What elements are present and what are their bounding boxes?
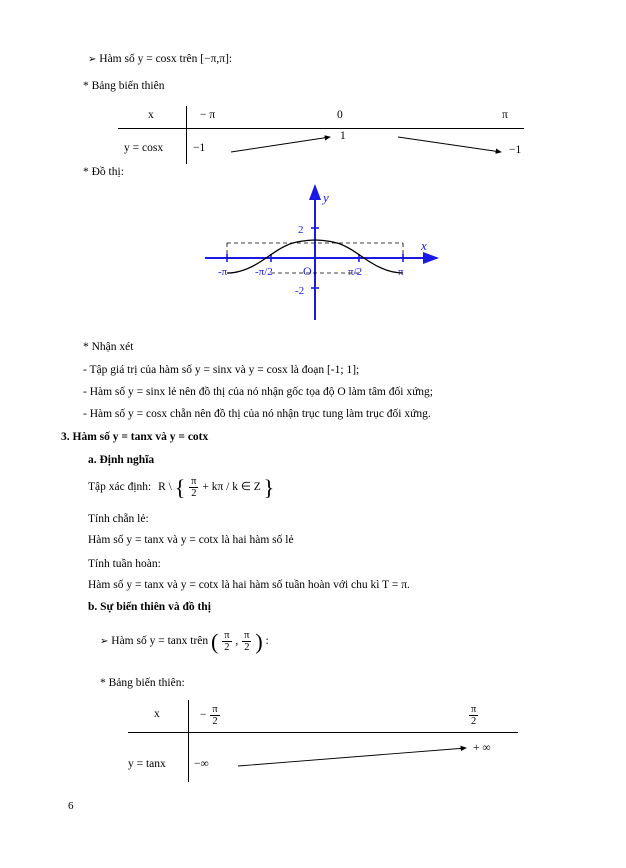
svg-text:-π/2: -π/2 xyxy=(255,266,273,278)
subheading-bang-bien-thien-cos: * Bảng biến thiên xyxy=(83,80,165,92)
nhan-xet-title: * Nhận xét xyxy=(83,341,134,353)
tan-interval-fraction-right xyxy=(242,630,251,653)
fraction-denominator: 2 xyxy=(212,716,218,728)
heading-cos-text: Hàm số y = cosx trên [−π,π]: xyxy=(99,53,233,65)
tinh-chan-le-label: Tính chẵn lẻ: xyxy=(88,513,149,525)
table2-cell-y-left: −∞ xyxy=(194,758,209,770)
page-number: 6 xyxy=(68,800,74,812)
heading-cos xyxy=(88,52,232,67)
subheading-do-thi-cos: * Đồ thị: xyxy=(83,166,124,178)
x-left-sign: − xyxy=(200,709,207,722)
fraction-denominator: 2 xyxy=(471,716,477,728)
table-cell-x-0: − π xyxy=(200,109,216,121)
fraction-numerator: π xyxy=(471,704,477,715)
table2-cell-y-label: y = tanx xyxy=(128,758,166,770)
table-bien-thien-cos xyxy=(118,106,524,164)
heading-section-3: 3. Hàm số y = tanx và y = cotx xyxy=(61,431,209,443)
graph-svg xyxy=(185,180,445,325)
svg-text:-2: -2 xyxy=(295,285,305,297)
fraction-numerator: π xyxy=(224,630,230,641)
left-paren: ( xyxy=(211,628,219,654)
tap-xac-dinh-line xyxy=(88,476,274,499)
tinh-chan-le-text: Hàm số y = tanx và y = cotx là hai hàm số lẻ xyxy=(88,534,294,546)
tinh-tuan-hoan-text: Hàm số y = tanx và y = cotx là hai hàm số tuần hoàn với chu kì T = π. xyxy=(88,579,410,591)
fraction-numerator: π xyxy=(244,630,250,641)
tap-xac-dinh-rest: + kπ / k ∈ Z xyxy=(202,481,261,494)
svg-text:x: x xyxy=(421,238,427,253)
heading-3b-su-bien-thien: b. Sự biến thiên và đồ thị xyxy=(88,601,211,613)
table-cell-x-1: 0 xyxy=(337,109,343,121)
table2-cell-x-label: x xyxy=(154,708,160,720)
table-cell-x-label: x xyxy=(148,109,154,121)
tan-interval-fraction-left xyxy=(222,630,231,653)
svg-text:π: π xyxy=(398,266,404,278)
svg-text:π/2: π/2 xyxy=(348,266,363,278)
fraction-denominator: 2 xyxy=(244,642,250,654)
tinh-tuan-hoan-label: Tính tuần hoàn: xyxy=(88,558,161,570)
fraction-denominator: 2 xyxy=(191,488,197,500)
table-cell-x-2: π xyxy=(502,109,508,121)
heading-tan-suffix: : xyxy=(265,635,269,648)
svg-text:-π: -π xyxy=(218,266,228,278)
nhan-xet-item-2: - Hàm số y = cosx chẵn nên đồ thị của nó nhận trục tung làm trục đối xứng. xyxy=(83,408,431,420)
table-arrows xyxy=(118,106,524,164)
subheading-bang-bien-thien-tan: * Bảng biến thiên: xyxy=(100,677,185,689)
table-cell-y-0: −1 xyxy=(193,142,206,154)
tap-xac-dinh-fraction xyxy=(189,476,198,499)
left-brace: { xyxy=(174,474,186,500)
nhan-xet-item-0: - Tập giá trị của hàm số y = sinx và y = cosx là đoạn [-1; 1]; xyxy=(83,364,360,376)
nhan-xet-item-1: - Hàm số y = sinx lẻ nên đồ thị của nó nhận gốc tọa độ O làm tâm đối xứng; xyxy=(83,386,433,398)
svg-text:y: y xyxy=(323,190,329,205)
graph-cos xyxy=(185,180,445,325)
table-cell-y-1: 1 xyxy=(340,130,346,142)
tap-xac-dinh-set-open: R \ xyxy=(158,481,172,494)
svg-text:O: O xyxy=(303,264,312,278)
fraction-numerator: π xyxy=(191,476,197,487)
tap-xac-dinh-label: Tập xác định: xyxy=(88,481,152,494)
bullet-arrow-icon: ➢ xyxy=(88,54,97,65)
table2-arrow xyxy=(128,700,518,782)
fraction-numerator: π xyxy=(212,704,218,715)
heading-tan-prefix: Hàm số y = tanx trên xyxy=(111,635,209,648)
table2-cell-y-right: + ∞ xyxy=(473,742,491,754)
bullet-arrow-icon-2: ➢ xyxy=(100,636,109,648)
right-paren: ) xyxy=(255,628,263,654)
fraction-denominator: 2 xyxy=(224,642,230,654)
table-cell-y-label: y = cosx xyxy=(124,142,164,154)
table-bien-thien-tan xyxy=(128,700,518,782)
heading-3a-dinh-nghia: a. Định nghĩa xyxy=(88,454,155,466)
interval-comma: , xyxy=(235,635,239,648)
heading-tan-interval xyxy=(100,630,269,653)
table-cell-y-2: −1 xyxy=(509,144,522,156)
right-brace: } xyxy=(263,474,275,500)
svg-text:2: 2 xyxy=(298,224,304,236)
